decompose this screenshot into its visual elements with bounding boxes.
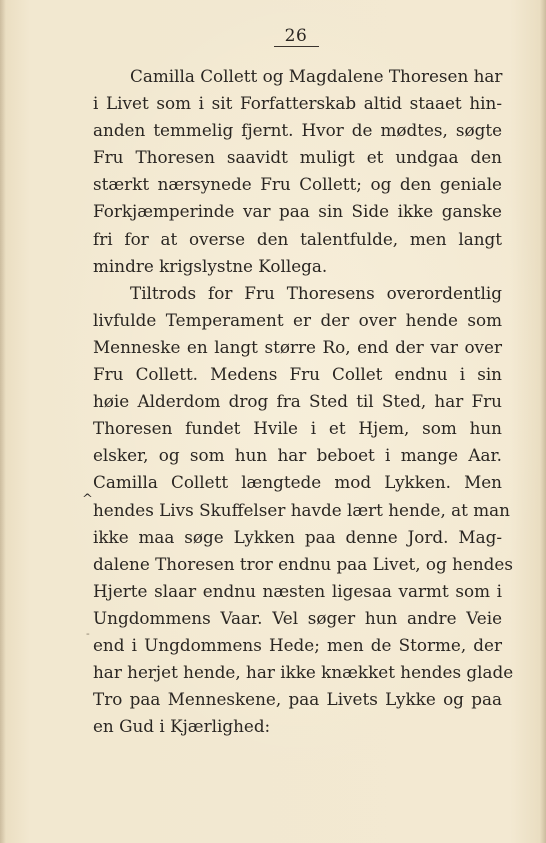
text-line: Forkjæmperinde var paa sin Side ikke ganske [93,201,502,222]
text-line: anden temmelig fjernt. Hvor de mødtes, søgte [93,120,502,141]
text-line: en Gud i Kjærlighed: [93,716,271,737]
text-line: har herjet hende, har ikke knækket hendes glade [93,662,514,683]
text-line: livfulde Temperament er der over hende som [93,309,502,330]
text-line: hendes Livs Skuffelser havde lært hende, at man [93,499,510,520]
text-line: ikke maa søge Lykken paa denne Jord. Mag- [93,526,502,547]
text-line: Camilla Collett og Magdalene Thoresen har [130,66,503,86]
text-line: Fru Thoresen saavidt muligt et undgaa den [93,147,502,168]
page-number-rule [274,46,319,47]
text-line: end i Ungdommens Hede; men de Storme, der [93,634,502,655]
body-text [93,63,514,740]
text-line: Hjerte slaar endnu næsten ligesaa varmt som i [93,580,502,601]
text-line: i Livet som i sit Forfatterskab altid staaet hin- [93,93,502,114]
text-line: Fru Collett. Medens Fru Collet endnu i sin [93,364,502,385]
page-left-edge [0,0,6,843]
text-line: Tiltrods for Fru Thoresens overordentlig [130,282,502,303]
margin-dash-mark: - [86,627,90,640]
page-right-edge [540,0,546,843]
text-line: Ungdommens Vaar. Vel søger hun andre Veie [93,607,502,628]
text-line: mindre krigslystne Kollega. [93,255,328,276]
text-line: fri for at overse den talentfulde, men langt [93,228,502,249]
page-number: 26 [284,26,308,46]
text-line: Menneske en langt større Ro, end der var over [93,336,502,357]
text-line: Thoresen fundet Hvile i et Hjem, som hun [93,418,502,439]
text-line: Camilla Collett længtede mod Lykken. Men [93,472,502,493]
text-line: stærkt nærsynede Fru Collett; og den geniale [93,174,502,195]
text-line: elsker, og som hun har beboet i mange Aar. [93,445,502,466]
text-line: dalene Thoresen tror endnu paa Livet, og hendes [93,553,513,574]
text-line: høie Alderdom drog fra Sted til Sted, har Fru [93,391,502,412]
text-line: Tro paa Menneskene, paa Livets Lykke og paa [93,689,502,710]
margin-caret-mark: ^ [82,492,93,507]
